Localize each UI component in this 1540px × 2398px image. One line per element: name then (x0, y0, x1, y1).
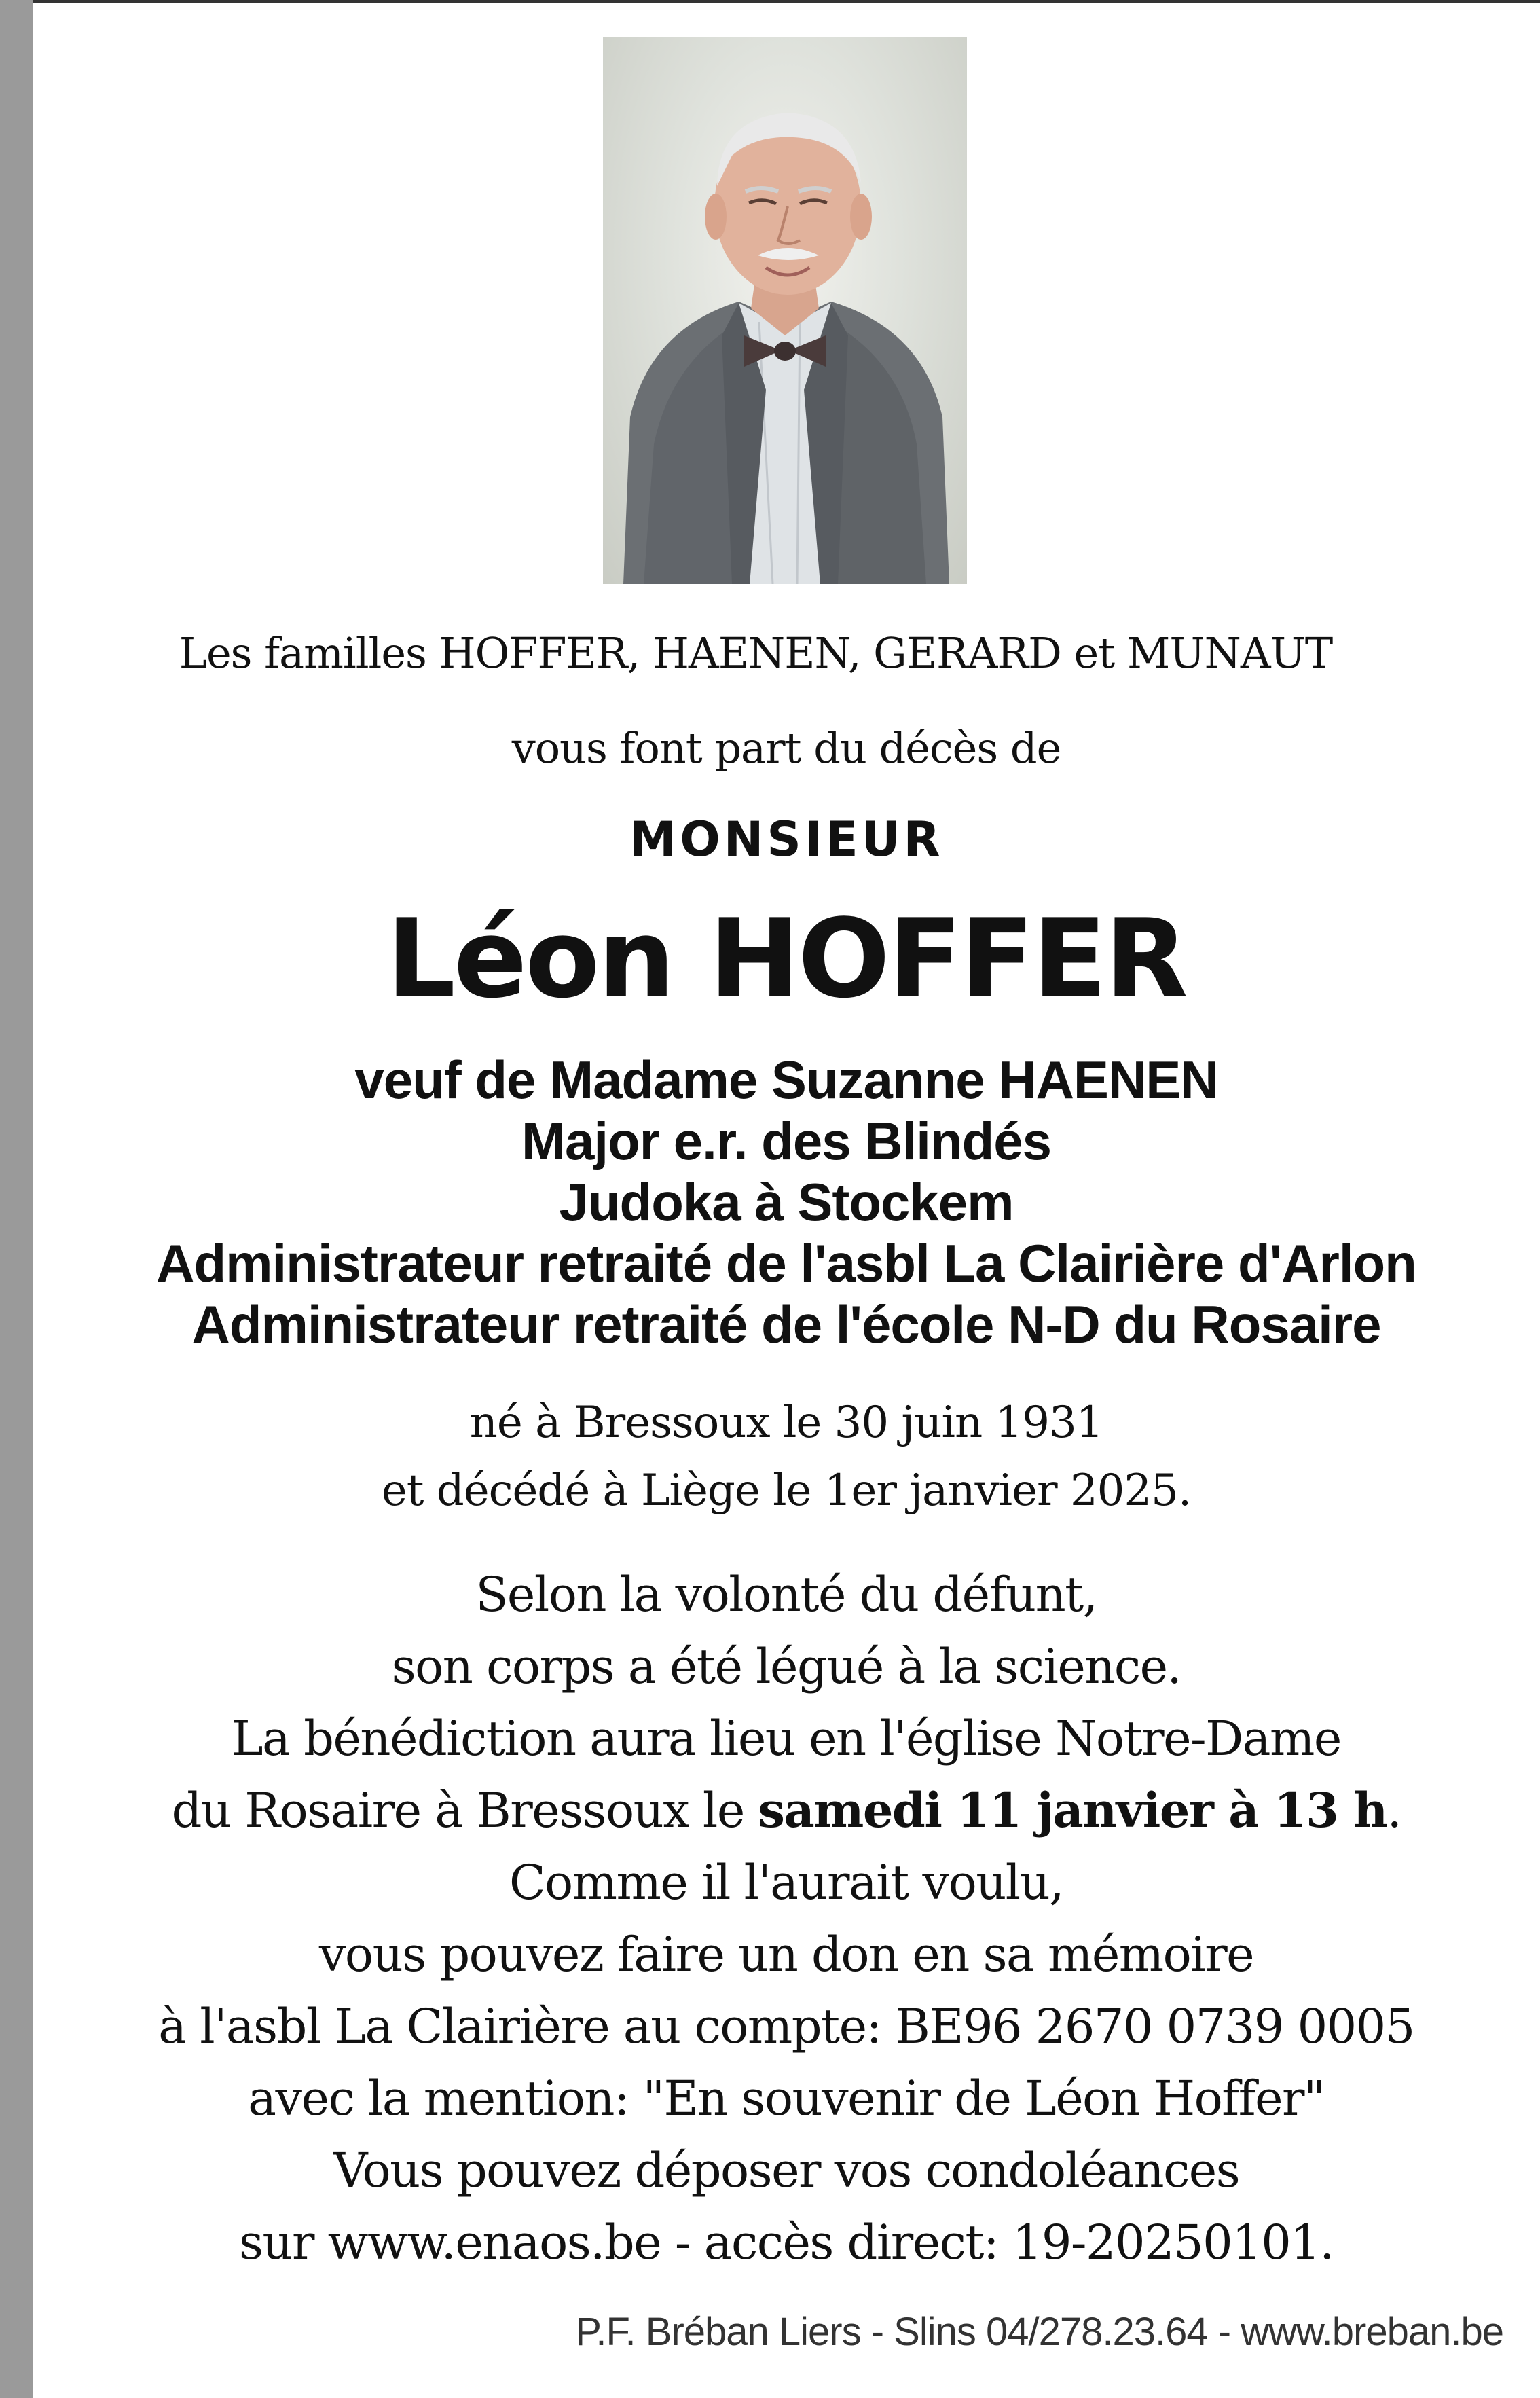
left-border-bar (0, 0, 33, 2398)
title-line: veuf de Madame Suzanne HAENEN (354, 1050, 1218, 1110)
honorific: MONSIEUR (629, 812, 944, 867)
condolences-link-line[interactable]: sur www.enaos.be - accès direct: 19-20250101. (238, 2215, 1334, 2270)
deceased-name: Léon HOFFER (386, 895, 1186, 1022)
donation-account-line: à l'asbl La Clairière au compte: BE96 2670 0739 0005 (158, 1999, 1414, 2054)
dates-block (33, 1389, 1540, 1525)
families-line: Les familles HOFFER, HAENEN, GERARD et MUNAUT (179, 628, 1333, 678)
body-line: Vous pouvez déposer vos condoléances (333, 2143, 1240, 2198)
titles-block (33, 1049, 1540, 1355)
funeral-home-footer: P.F. Bréban Liers - Slins 04/278.23.64 - www.breban.be (575, 2310, 1503, 2354)
title-line: Judoka à Stockem (559, 1172, 1014, 1232)
title-line: Major e.r. des Blindés (521, 1111, 1051, 1171)
ceremony-line (33, 1775, 1540, 1847)
body-line: Selon la volonté du défunt, (475, 1567, 1097, 1622)
death-line: et décédé à Liège le 1er janvier 2025. (381, 1466, 1192, 1516)
obituary-notice (33, 0, 1540, 2398)
ceremony-place: du Rosaire à Bressoux le (171, 1783, 758, 1838)
ceremony-datetime: samedi 11 janvier à 13 h (758, 1782, 1387, 1838)
portrait-photo (603, 37, 967, 584)
intro-line: vous font part du décès de (511, 723, 1061, 773)
title-line: Administrateur retraité de l'école N-D du Rosaire (191, 1294, 1381, 1354)
body-line: son corps a été légué à la science. (391, 1639, 1181, 1694)
body-block (33, 1559, 1540, 2278)
body-line: Comme il l'aurait voulu, (509, 1855, 1064, 1910)
title-line: Administrateur retraité de l'asbl La Clairière d'Arlon (156, 1233, 1416, 1293)
body-line: vous pouvez faire un don en sa mémoire (318, 1927, 1254, 1982)
donation-mention-line: avec la mention: "En souvenir de Léon Hoffer" (248, 2071, 1325, 2126)
ceremony-period: . (1387, 1783, 1401, 1838)
birth-line: né à Bressoux le 30 juin 1931 (469, 1398, 1103, 1448)
portrait-illustration (603, 37, 967, 584)
body-line: La bénédiction aura lieu en l'église Notre-Dame (232, 1711, 1341, 1766)
